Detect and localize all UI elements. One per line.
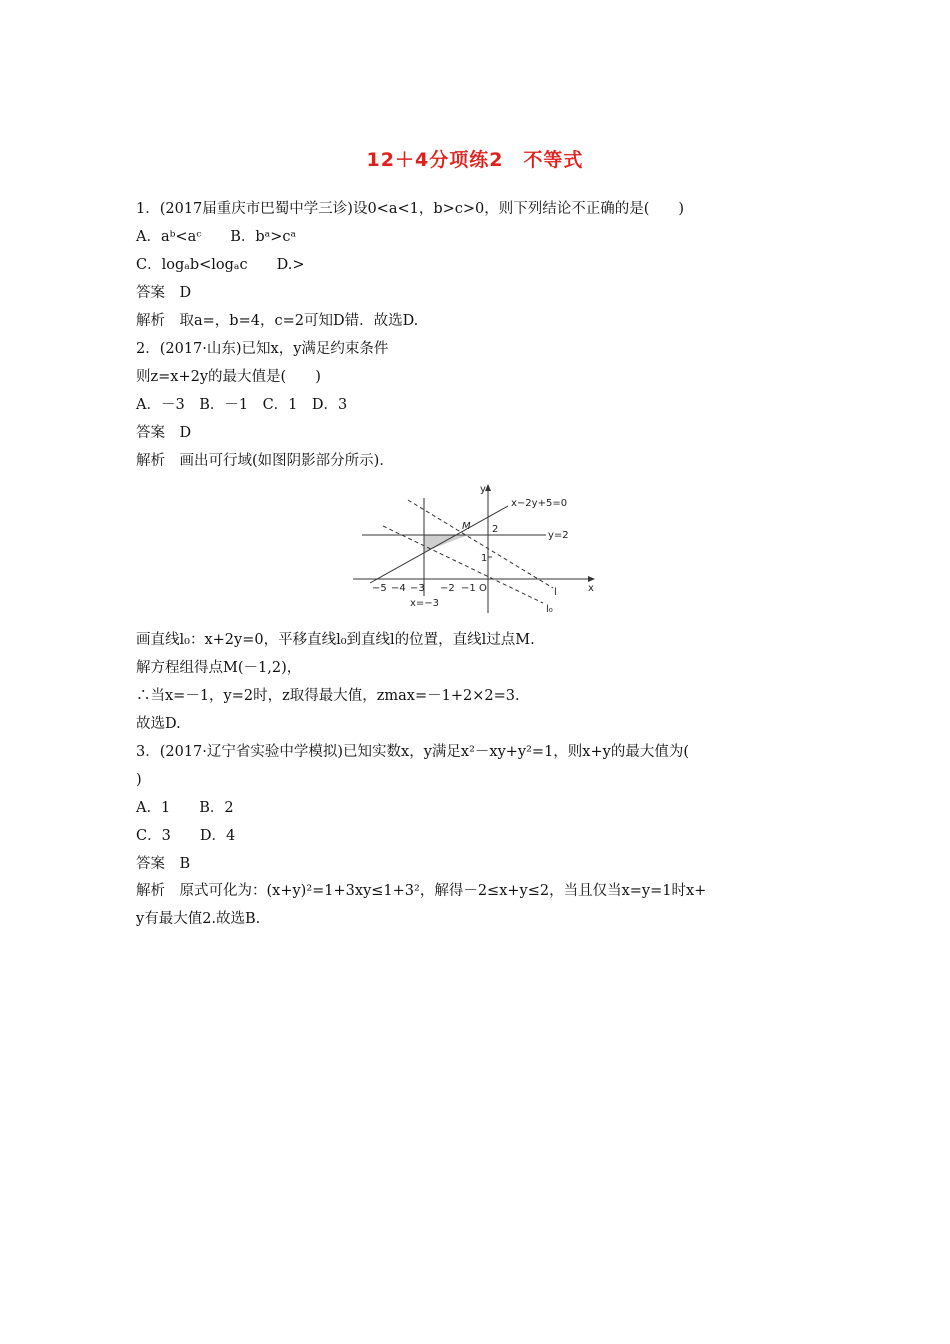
x-tick-label: −3 [410,583,425,594]
text-line: 1．(2017届重庆市巴蜀中学三诊)设0<a<1，b>c>0，则下列结论不正确的是( ) [136,201,685,217]
text-line: 答案 D [136,425,192,441]
text-line: 答案 B [136,856,191,872]
text-line: A．1 B．2 [136,800,234,816]
line-boundary [370,506,508,583]
text-line: 答案 D [136,285,192,301]
y2-label: y=2 [548,530,569,541]
point-m-label: M [462,521,471,532]
x-tick-label: −4 [391,583,406,594]
text-line: 故选D. [136,716,181,732]
x-tick-label: −5 [372,583,387,594]
y-tick-label: 2 [492,524,499,535]
text-line: 2．(2017·山东)已知x，y满足约束条件 [136,341,389,357]
text-line: C．3 D．4 [136,828,236,844]
text-line: C．logₐb<logₐc D.> [136,257,305,273]
text-line: ∴当x=－1，y=2时，z取得最大值，zmax=－1+2×2=3. [136,688,520,704]
text-line: 画直线l₀：x+2y=0，平移直线l₀到直线l的位置，直线l过点M. [136,632,535,648]
x-axis-arrow [588,576,595,582]
text-line: y有最大值2.故选B. [136,911,261,927]
text-line: 解析 原式可化为：(x+y)²=1+3xy≤1+3²，解得－2≤x+y≤2，当且仅当x=y=1时x+ [136,883,707,899]
x-axis-label: x [588,583,594,594]
x-neg3-label: x=−3 [410,598,440,609]
y-axis-label: y [480,484,486,495]
text-line: 解析 取a=，b=4，c=2可知D错．故选D. [136,313,419,329]
text-line: 解析 画出可行域(如图阴影部分所示)． [136,453,394,469]
text-line: A．aᵇ<aᶜ B．bᵃ>cᵃ [136,229,297,245]
x-tick-label: −2 [440,583,455,594]
x-tick-label: −1 [461,583,476,594]
text-line: A．－3 B．－1 C．1 D．3 [136,397,348,413]
origin-label: O [479,583,487,594]
text-line: 则z=x+2y的最大值是( ) [136,369,321,385]
text-line: ) [136,772,142,788]
feasible-region-figure [348,478,608,616]
y-tick-label: 1 [481,553,488,564]
page-title: 12＋4分项练2 不等式 [366,149,584,171]
text-line: 解方程组得点M(－1,2)， [136,660,302,676]
text-line: 3．(2017·辽宁省实验中学模拟)已知实数x，y满足x²－xy+y²=1，则x+y的最大值为( [136,744,689,760]
l-label: l [554,587,557,598]
boundary-label: x−2y+5=0 [511,498,568,509]
l0-label: l₀ [546,604,553,615]
